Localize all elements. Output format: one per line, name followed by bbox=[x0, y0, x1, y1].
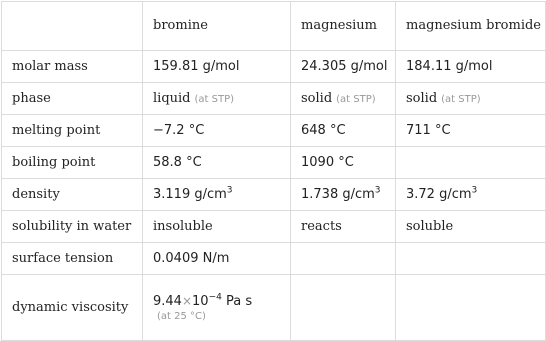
row-label-solubility: solubility in water bbox=[2, 211, 143, 243]
row-label-molar-mass: molar mass bbox=[2, 51, 143, 83]
viscosity-mantissa: 9.44 bbox=[153, 293, 182, 309]
cell-value: reacts bbox=[291, 211, 396, 243]
row-label-surface-tension: surface tension bbox=[2, 243, 143, 275]
row-label-dynamic-viscosity: dynamic viscosity bbox=[2, 275, 143, 341]
cell-value bbox=[396, 179, 546, 211]
viscosity-unit: Pa s bbox=[225, 293, 253, 309]
column-header-bromine: bromine bbox=[143, 2, 291, 51]
row-label-boiling-point: boiling point bbox=[2, 147, 143, 179]
viscosity-base: 10 bbox=[192, 293, 209, 309]
phase-value: liquid bbox=[153, 91, 191, 106]
cell-value: 184.11 g/mol bbox=[396, 51, 546, 83]
table-row bbox=[2, 115, 546, 147]
condition-note: (at STP) bbox=[336, 94, 376, 105]
column-header-magnesium-bromide: magnesium bromide bbox=[396, 2, 546, 51]
cell-value bbox=[291, 83, 396, 115]
cell-value-empty bbox=[396, 147, 546, 179]
unit-exponent: 3 bbox=[374, 185, 381, 196]
cell-value: 1090 °C bbox=[291, 147, 396, 179]
row-label-melting-point: melting point bbox=[2, 115, 143, 147]
table-row bbox=[2, 51, 546, 83]
density-value: 3.72 g/cm bbox=[406, 187, 472, 202]
cell-value: 0.0409 N/m bbox=[143, 243, 291, 275]
table-row bbox=[2, 147, 546, 179]
cell-value-empty bbox=[396, 243, 546, 275]
properties-table bbox=[1, 1, 546, 341]
header-row bbox=[2, 2, 546, 51]
table-row bbox=[2, 275, 546, 341]
unit-exponent: 3 bbox=[471, 185, 478, 196]
table-row bbox=[2, 243, 546, 275]
phase-value: solid bbox=[301, 91, 333, 106]
cell-value: 648 °C bbox=[291, 115, 396, 147]
cell-value: soluble bbox=[396, 211, 546, 243]
table-row bbox=[2, 179, 546, 211]
cell-value bbox=[143, 179, 291, 211]
cell-value bbox=[143, 275, 291, 341]
condition-note: (at STP) bbox=[441, 94, 481, 105]
table-row bbox=[2, 211, 546, 243]
cell-value bbox=[396, 83, 546, 115]
unit-exponent: 3 bbox=[226, 185, 233, 196]
cell-value: 159.81 g/mol bbox=[143, 51, 291, 83]
condition-note: (at STP) bbox=[194, 94, 235, 105]
table-row bbox=[2, 83, 546, 115]
row-label-phase: phase bbox=[2, 83, 143, 115]
density-value: 1.738 g/cm bbox=[301, 187, 375, 202]
density-value: 3.119 g/cm bbox=[153, 187, 227, 202]
cell-value bbox=[143, 83, 291, 115]
cell-value: insoluble bbox=[143, 211, 291, 243]
cell-value: −7.2 °C bbox=[143, 115, 291, 147]
cell-value: 24.305 g/mol bbox=[291, 51, 396, 83]
viscosity-exponent: −4 bbox=[208, 292, 222, 303]
cell-value-empty bbox=[291, 275, 396, 341]
cell-value-empty bbox=[291, 243, 396, 275]
times-sign: × bbox=[181, 293, 193, 308]
cell-value: 58.8 °C bbox=[143, 147, 291, 179]
header-corner bbox=[2, 2, 143, 51]
phase-value: solid bbox=[406, 91, 438, 106]
cell-value: 711 °C bbox=[396, 115, 546, 147]
column-header-magnesium: magnesium bbox=[291, 2, 396, 51]
cell-value-empty bbox=[396, 275, 546, 341]
cell-value bbox=[291, 179, 396, 211]
row-label-density: density bbox=[2, 179, 143, 211]
condition-note: (at 25 °C) bbox=[157, 310, 206, 322]
